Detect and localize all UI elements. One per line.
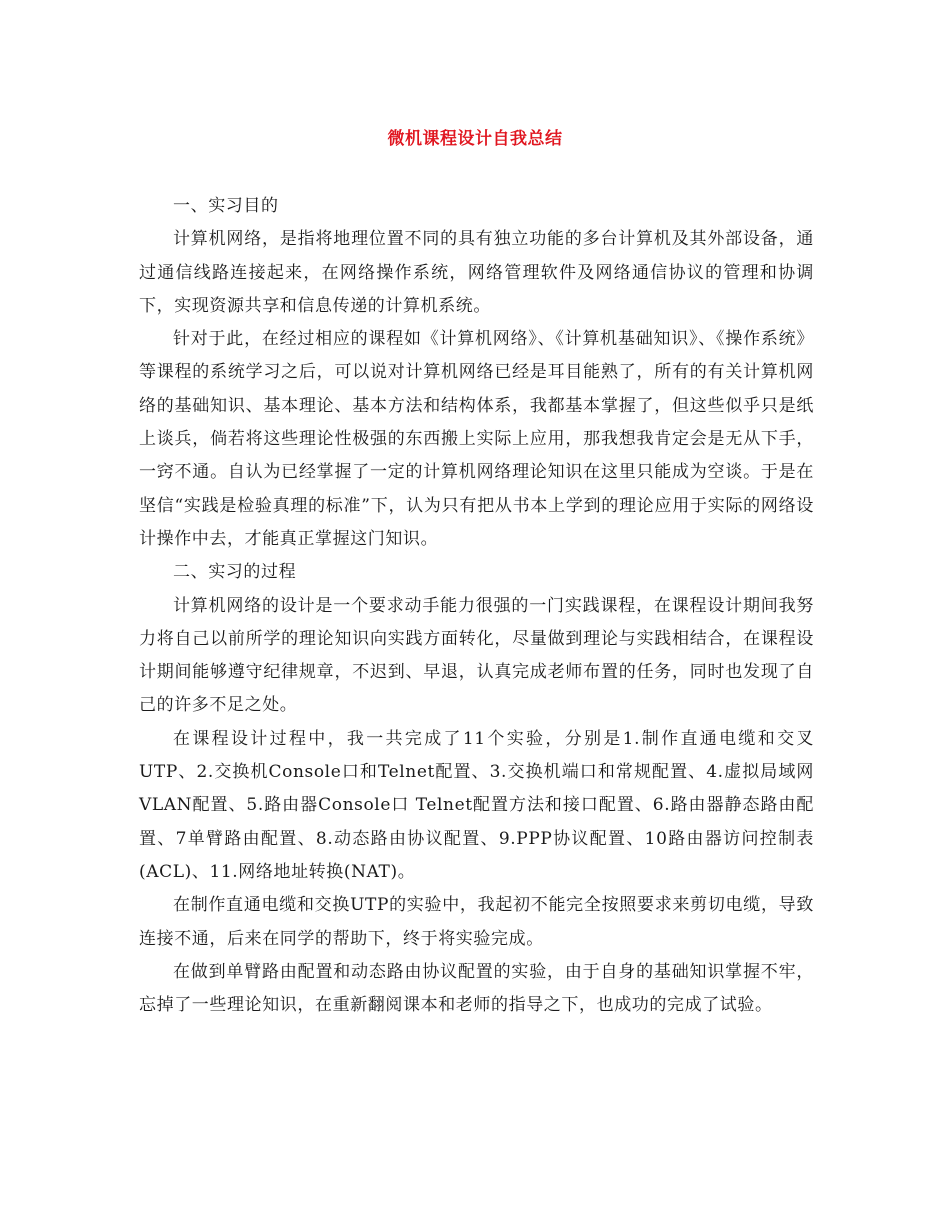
paragraph: 在课程设计过程中，我一共完成了11个实验，分别是1.制作直通电缆和交叉UTP、2.交换机Console口和Telnet配置、3.交换机端口和常规配置、4.虚拟局域网VLAN配置、5.路由器Console口 Telnet配置方法和接口配置、6.路由器静态路由配置、7单臂路由配置、8.动态路由协议配置、9.PPP协议配置、10路由器访问控制表(ACL)、11.网络地址转换(NAT)。 — [139, 728, 814, 882]
section-heading-purpose: 一、实习目的 — [173, 196, 279, 216]
paragraph: 在做到单臂路由配置和动态路由协议配置的实验，由于自身的基础知识掌握不牢，忘掉了一些理论知识，在重新翻阅课本和老师的指导之下，也成功的完成了试验。 — [139, 961, 814, 1016]
document-body — [139, 190, 814, 1022]
section-heading-process: 二、实习的过程 — [173, 562, 297, 583]
document-title: 微机课程设计自我总结 — [387, 129, 563, 149]
paragraph: 计算机网络，是指将地理位置不同的具有独立功能的多台计算机及其外部设备，通过通信线路连接起来，在网络操作系统，网络管理软件及网络通信协议的管理和协调下，实现资源共享和信息传递的计算机系统。 — [139, 229, 814, 316]
paragraph: 针对于此，在经过相应的课程如《计算机网络》、《计算机基础知识》、《操作系统》等课程的系统学习之后，可以说对计算机网络已经是耳目能熟了，所有的有关计算机网络的基础知识、基本理论、基本方法和结构体系，我都基本掌握了，但这些似乎只是纸上谈兵，倘若将这些理论性极强的东西搬上实际上应用，那我想我肯定会是无从下手，一窍不通。自认为已经掌握了一定的计算机网络理论知识在这里只能成为空谈。于是在坚信“实践是检验真理的标准”下，认为只有把从书本上学到的理论应用于实际的网络设计操作中去，才能真正掌握这门知识。 — [139, 329, 814, 549]
paragraph: 计算机网络的设计是一个要求动手能力很强的一门实践课程，在课程设计期间我努力将自己以前所学的理论知识向实践方面转化，尽量做到理论与实践相结合，在课程设计期间能够遵守纪律规章，不迟到、早退，认真完成老师布置的任务，同时也发现了自己的许多不足之处。 — [139, 595, 814, 716]
paragraph: 在制作直通电缆和交换UTP的实验中，我起初不能完全按照要求来剪切电缆，导致连接不通，后来在同学的帮助下，终于将实验完成。 — [139, 895, 814, 949]
